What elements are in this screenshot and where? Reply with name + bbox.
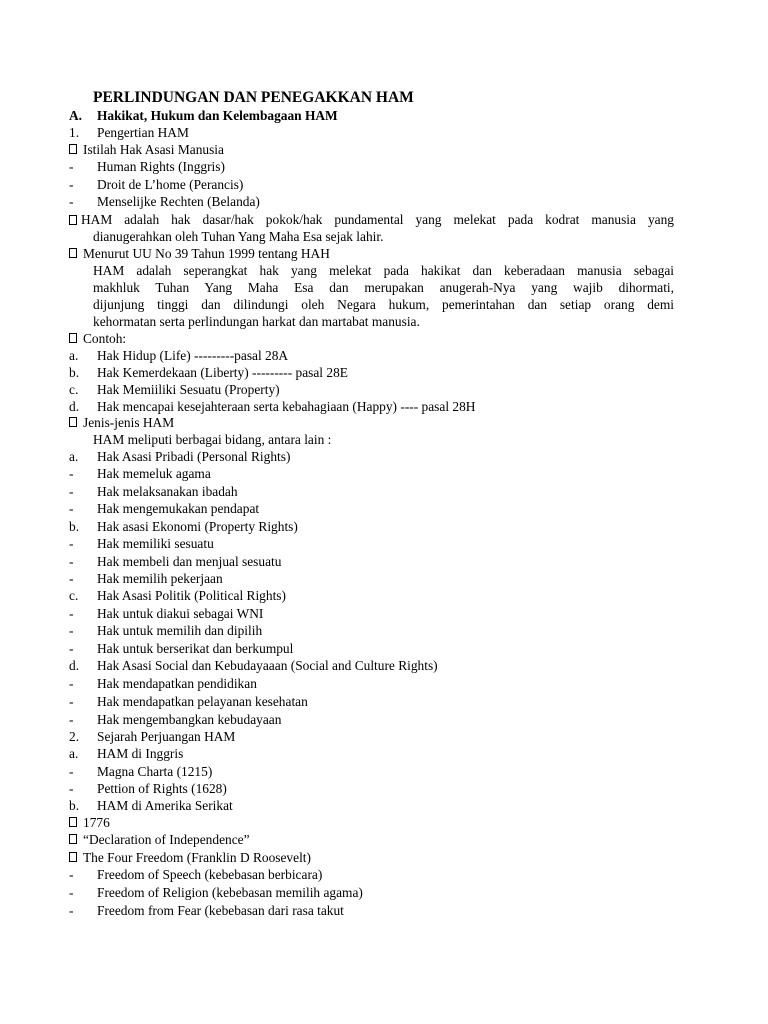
list-item-text: Hak untuk berserikat dan berkumpul [97, 641, 294, 656]
list-item-text: Magna Charta (1215) [97, 764, 213, 779]
dash-bullet: - [69, 501, 74, 516]
list-label: b. [69, 519, 80, 534]
dash-bullet: - [69, 571, 74, 586]
box-item-text: Contoh: [83, 331, 127, 346]
list-item-text: Hak membeli dan menjual sesuatu [97, 554, 282, 569]
group-title: Hak asasi Ekonomi (Property Rights) [97, 519, 298, 534]
dash-bullet: - [69, 623, 74, 638]
subsection-label: 2. [69, 729, 80, 744]
paragraph-line: HAM adalah seperangkat hak yang melekat pada hakikat dan keberadaan manusia sebagai [93, 263, 674, 278]
list-label: a. [69, 449, 79, 464]
list-item-text: Hak Kemerdekaan (Liberty) --------- pasal 28E [97, 365, 348, 380]
list-item-text: Freedom of Religion (kebebasan memilih agama) [97, 885, 363, 900]
dash-bullet: - [69, 606, 74, 621]
subsection-label: 1. [69, 125, 80, 140]
list-item-text: Droit de L’home (Perancis) [97, 177, 244, 192]
box-item-text: Istilah Hak Asasi Manusia [83, 142, 224, 157]
list-item-text: Hak memilih pekerjaan [97, 571, 223, 586]
list-label: b. [69, 798, 80, 813]
list-label: c. [69, 382, 79, 397]
paragraph-line: kehormatan serta perlindungan harkat dan martabat manusia. [93, 314, 420, 329]
section-label: A. [69, 108, 83, 123]
box-item-text: Menurut UU No 39 Tahun 1999 tentang HAH [83, 246, 330, 261]
dash-bullet: - [69, 466, 74, 481]
box-item-text: The Four Freedom (Franklin D Roosevelt) [83, 850, 311, 865]
list-item-text: Pettion of Rights (1628) [97, 781, 227, 796]
list-label: b. [69, 365, 80, 380]
list-item-text: Human Rights (Inggris) [97, 159, 225, 174]
list-item-text: Hak mendapatkan pendidikan [97, 676, 257, 691]
checkbox-bullet-icon [69, 333, 77, 343]
list-item-text: Hak mencapai kesejahteraan serta kebahagiaan (Happy) ---- pasal 28H [97, 399, 476, 414]
dash-bullet: - [69, 641, 74, 656]
list-item-text: Hak mengembangkan kebudayaan [97, 712, 282, 727]
dash-bullet: - [69, 694, 74, 709]
subsection-title: Pengertian HAM [97, 125, 189, 140]
paragraph-line: dijunjung tinggi dan dilindungi oleh Negara hukum, pemerintahan dan setiap orang demi [93, 297, 674, 312]
list-item-text: Hak untuk memilih dan dipilih [97, 623, 263, 638]
paragraph-line: dianugerahkan oleh Tuhan Yang Maha Esa sejak lahir. [93, 229, 384, 244]
list-item-text: Freedom of Speech (kebebasan berbicara) [97, 867, 323, 882]
dash-bullet: - [69, 885, 74, 900]
group-title: Hak Asasi Politik (Political Rights) [97, 588, 286, 603]
dash-bullet: - [69, 781, 74, 796]
group-title: Hak Asasi Social dan Kebudayaaan (Social and Culture Rights) [97, 658, 438, 673]
checkbox-bullet-icon [69, 248, 77, 258]
subsection-title: Sejarah Perjuangan HAM [97, 729, 236, 744]
checkbox-bullet-icon [69, 417, 77, 427]
list-item-text: Hak untuk diakui sebagai WNI [97, 606, 264, 621]
dash-bullet: - [69, 536, 74, 551]
list-item-text: Hak Memiiliki Sesuatu (Property) [97, 382, 280, 397]
list-item-text: Hak memiliki sesuatu [97, 536, 214, 551]
box-item-text: Jenis-jenis HAM [83, 415, 175, 430]
checkbox-bullet-icon [69, 144, 77, 154]
intro-text: HAM meliputi berbagai bidang, antara lain : [93, 432, 332, 447]
checkbox-bullet-icon [69, 817, 77, 827]
list-label: a. [69, 348, 79, 363]
dash-bullet: - [69, 676, 74, 691]
list-item-text: Hak mengemukakan pendapat [97, 501, 260, 516]
section-title: Hakikat, Hukum dan Kelembagaan HAM [97, 108, 338, 123]
group-title: HAM di Inggris [97, 746, 184, 761]
paragraph-text: HAM adalah hak dasar/hak pokok/hak pundamental yang melekat pada kodrat manusia yang [81, 212, 674, 227]
list-item-text: Freedom from Fear (kebebasan dari rasa takut [97, 903, 344, 918]
list-item-text: Hak memeluk agama [97, 466, 211, 481]
group-title: Hak Asasi Pribadi (Personal Rights) [97, 449, 291, 464]
list-label: d. [69, 658, 80, 673]
list-item-text: Hak melaksanakan ibadah [97, 484, 238, 499]
dash-bullet: - [69, 764, 74, 779]
paragraph-line [69, 211, 674, 228]
dash-bullet: - [69, 484, 74, 499]
dash-bullet: - [69, 554, 74, 569]
list-item-text: Hak Hidup (Life) ---------pasal 28A [97, 348, 289, 363]
list-label: a. [69, 746, 79, 761]
checkbox-bullet-icon [69, 852, 77, 862]
dash-bullet: - [69, 903, 74, 918]
dash-bullet: - [69, 712, 74, 727]
paragraph-line: makhluk Tuhan Yang Maha Esa dan merupakan anugerah-Nya yang wajib dihormati, [93, 280, 674, 295]
box-item-text: “Declaration of Independence” [83, 832, 250, 847]
list-item-text: Menselijke Rechten (Belanda) [97, 194, 260, 209]
list-label: c. [69, 588, 79, 603]
page-title: PERLINDUNGAN DAN PENEGAKKAN HAM [93, 89, 414, 106]
box-item-text: 1776 [83, 815, 110, 830]
group-title: HAM di Amerika Serikat [97, 798, 233, 813]
dash-bullet: - [69, 159, 74, 174]
dash-bullet: - [69, 194, 74, 209]
dash-bullet: - [69, 177, 74, 192]
dash-bullet: - [69, 867, 74, 882]
list-label: d. [69, 399, 80, 414]
list-item-text: Hak mendapatkan pelayanan kesehatan [97, 694, 308, 709]
checkbox-bullet-icon [69, 215, 77, 225]
checkbox-bullet-icon [69, 834, 77, 844]
